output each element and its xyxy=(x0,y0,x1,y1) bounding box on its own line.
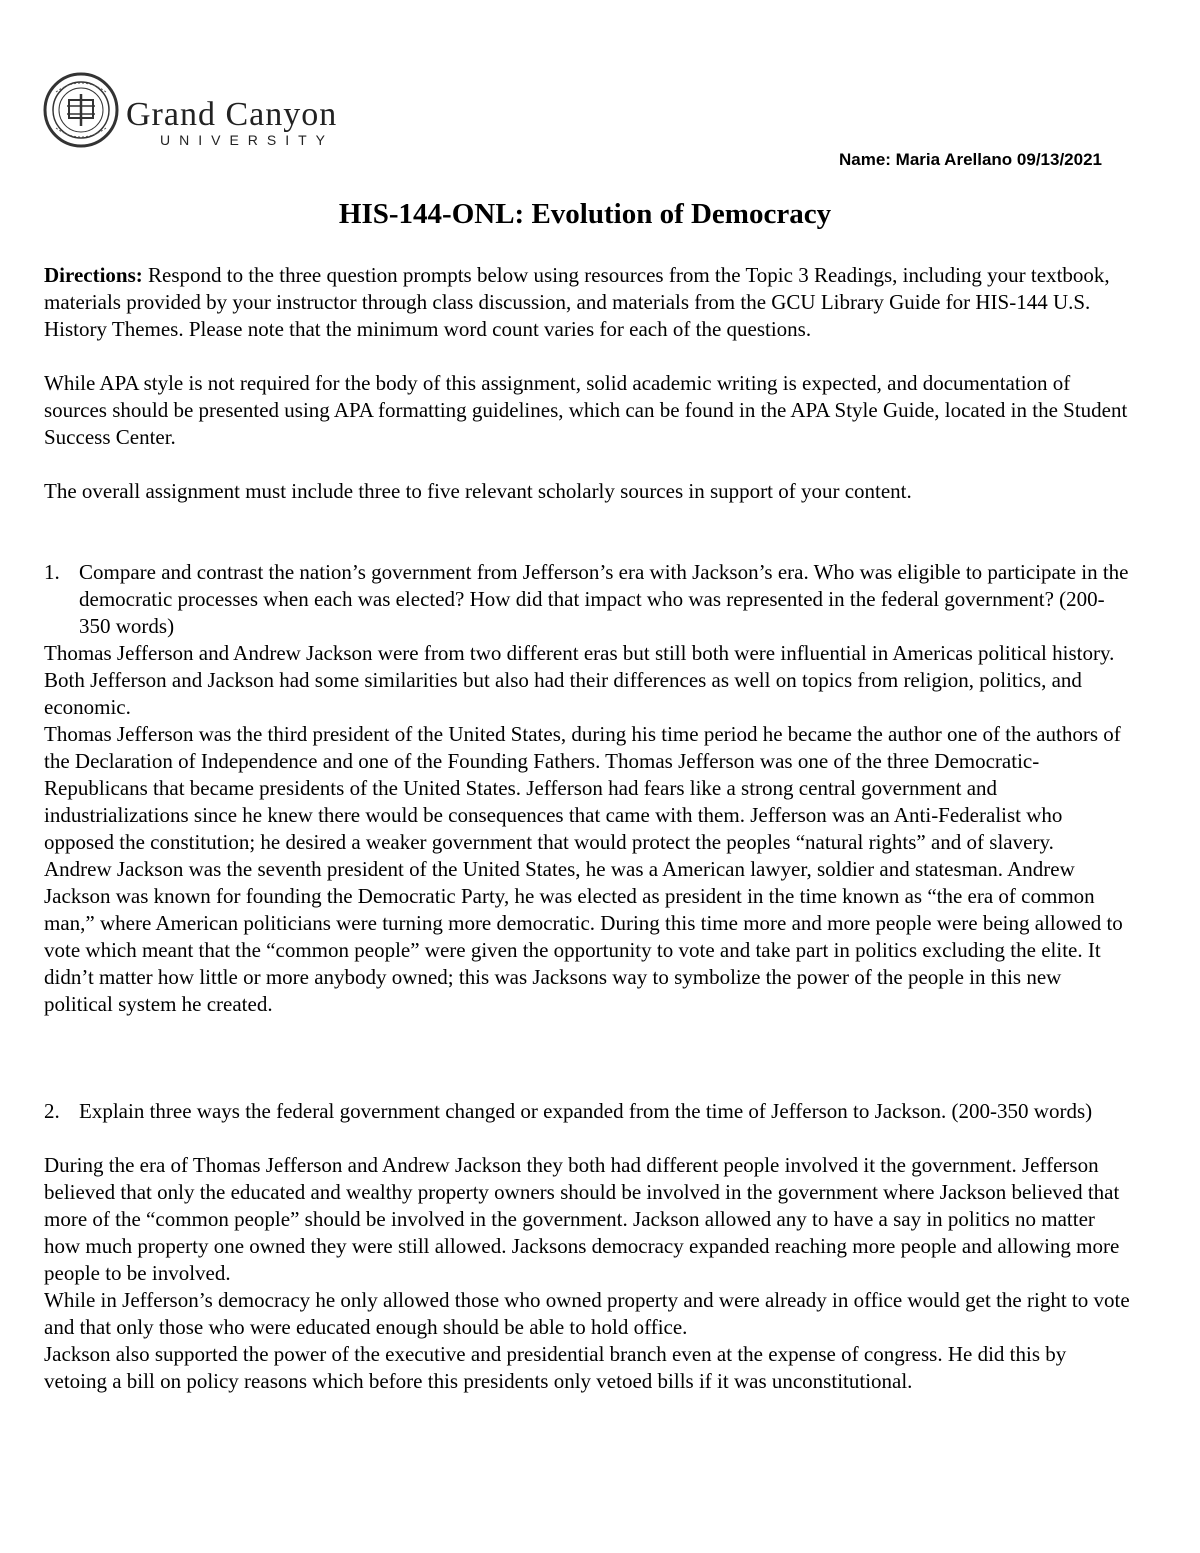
directions-text: Respond to the three question prompts below using resources from the Topic 3 Readings, including your textbook, materials provided by your instructor through class discussion, and materials from the GCU Library Guide for HIS-144 U.S. History Themes. Please note that the minimum word count varies for each of the questions. xyxy=(44,263,1110,341)
question-2 xyxy=(44,1098,1134,1125)
document-body xyxy=(44,262,1134,1395)
answer-paragraph: While in Jefferson’s democracy he only allowed those who owned property and were already in office would get the right to vote and that only those who were educated enough should be able to hold office. xyxy=(44,1288,1130,1339)
answer-paragraph: Thomas Jefferson and Andrew Jackson were from two different eras but still both were influential in Americas political history. Both Jefferson and Jackson had some similarities but also had their differences as well on topics from religion, politics, and economic. xyxy=(44,641,1115,719)
sources-note: The overall assignment must include three to five relevant scholarly sources in support of your content. xyxy=(44,479,912,503)
university-subtitle: UNIVERSITY xyxy=(160,132,335,148)
student-name-date: Name: Maria Arellano 09/13/2021 xyxy=(838,150,1102,169)
directions-paragraph xyxy=(44,262,1134,343)
question-prompt: Compare and contrast the nation’s government from Jefferson’s era with Jackson’s era. Who was eligible to participate in the democratic processes when each was elected? How did that impact who was represented in the federal government? (200-350 words) xyxy=(79,560,1129,638)
question-prompt: Explain three ways the federal government changed or expanded from the time of Jefferson to Jackson. (200-350 words) xyxy=(79,1099,1093,1123)
apa-note: While APA style is not required for the body of this assignment, solid academic writing is expected, and documentation of sources should be presented using APA formatting guidelines, which can be found in the APA Style Guide, located in the Student Success Center. xyxy=(44,371,1128,449)
question-number: 2. xyxy=(44,1099,60,1123)
university-seal-icon xyxy=(42,70,120,150)
answer-paragraph: Andrew Jackson was the seventh president of the United States, he was a American lawyer, soldier and statesman. Andrew Jackson was known for founding the Democratic Party, he was elected as president in the time known as “the era of common man,” where American politicians were turning more democratic. During this time more and more people were being allowed to vote which meant that the “common people” were given the opportunity to vote and take part in politics excluding the elite. It didn’t matter how little or more anybody owned; this was Jacksons way to symbolize the power of the people in this new political system he created. xyxy=(44,857,1123,1016)
university-logo xyxy=(42,70,382,150)
answer-paragraph: During the era of Thomas Jefferson and Andrew Jackson they both had different people involved it the government. Jefferson believed that only the educated and wealthy property owners should be involved in the government where Jackson believed that more of the “common people” should be involved in the government. Jackson allowed any to have a say in politics no matter how much property one owned they were still allowed. Jacksons democracy expanded reaching more people and allowing more people to be involved. xyxy=(44,1153,1120,1285)
directions-label: Directions: xyxy=(44,263,143,287)
question-number: 1. xyxy=(44,560,60,584)
question-1 xyxy=(44,559,1134,640)
university-name: Grand Canyon xyxy=(126,96,338,133)
page-title: HIS-144-ONL: Evolution of Democracy xyxy=(338,198,832,230)
answer-paragraph: Jackson also supported the power of the executive and presidential branch even at the expense of congress. He did this by vetoing a bill on policy reasons which before this presidents only vetoed bills if it was unconstitutional. xyxy=(44,1342,1067,1393)
answer-paragraph: Thomas Jefferson was the third president of the United States, during his time period he became the author one of the authors of the Declaration of Independence and one of the Founding Fathers. Thomas Jefferson was one of the three Democratic-Republicans that became presidents of the United States. Jefferson had fears like a strong central government and industrializations since he knew there would be consequences that came with them. Jefferson was an Anti-Federalist who opposed the constitution; he desired a weaker government that would protect the peoples “natural rights” and of slavery. xyxy=(44,722,1121,854)
